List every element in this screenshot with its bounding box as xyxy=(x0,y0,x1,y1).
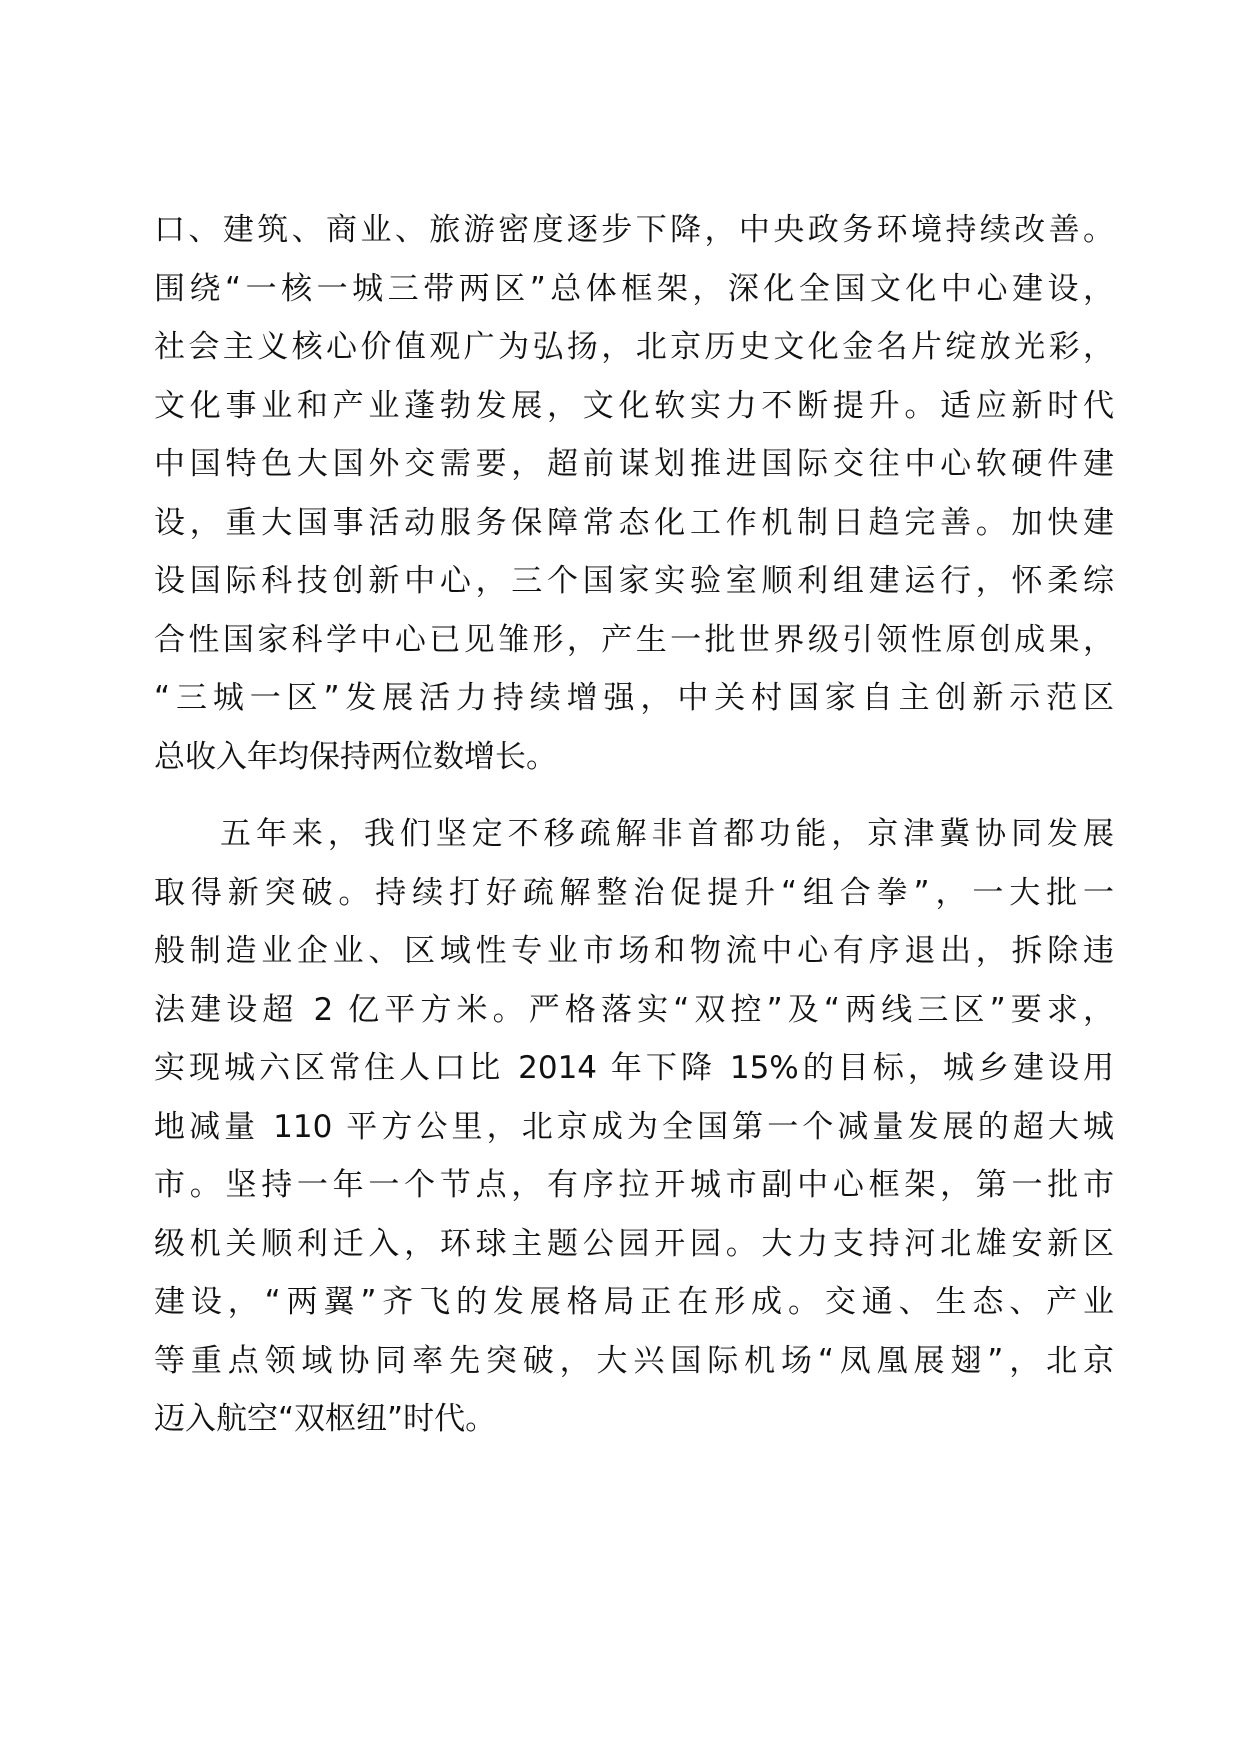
paragraph-line: 口、建筑、商业、旅游密度逐步下降，中央政务环境持续改善。 xyxy=(154,212,1114,248)
paragraph-2 xyxy=(154,805,1114,1449)
paragraph-line: 五年来，我们坚定不移疏解非首都功能，京津冀协同发展 xyxy=(220,816,1114,852)
paragraph-line: 级机关顺利迁入，环球主题公园开园。大力支持河北雄安新区 xyxy=(154,1225,1114,1262)
paragraph-line: 市。坚持一年一个节点，有序拉开城市副中心框架，第一批市 xyxy=(154,1167,1114,1203)
paragraph-line: 文化事业和产业蓬勃发展，文化软实力不断提升。适应新时代 xyxy=(154,387,1114,424)
paragraph-line: 取得新突破。持续打好疏解整治促提升“组合拳”，一大批一 xyxy=(154,874,1114,911)
paragraph-1 xyxy=(154,201,1114,786)
paragraph-line: “三城一区”发展活力持续增强，中关村国家自主创新示范区 xyxy=(154,680,1114,716)
paragraph-line: 建设，“两翼”齐飞的发展格局正在形成。交通、生态、产业 xyxy=(154,1284,1114,1320)
paragraph-line: 设，重大国事活动服务保障常态化工作机制日趋完善。加快建 xyxy=(154,504,1114,541)
paragraph-line: 中国特色大国外交需要，超前谋划推进国际交往中心软硬件建 xyxy=(154,446,1114,482)
paragraph-line: 迈入航空“双枢纽”时代。 xyxy=(154,1401,497,1437)
paragraph-line: 等重点领域协同率先突破，大兴国际机场“凤凰展翅”，北京 xyxy=(154,1342,1114,1379)
paragraph-line: 总收入年均保持两位数增长。 xyxy=(154,738,557,775)
paragraph-line: 围绕“一核一城三带两区”总体框架，深化全国文化中心建设， xyxy=(154,270,1114,307)
paragraph-line: 设国际科技创新中心，三个国家实验室顺利组建运行，怀柔综 xyxy=(154,563,1114,599)
paragraph-line: 合性国家科学中心已见雏形，产生一批世界级引领性原创成果， xyxy=(154,621,1114,658)
paragraph-line: 法建设超 2 亿平方米。严格落实“双控”及“两线三区”要求， xyxy=(154,991,1114,1028)
paragraph-line: 地减量 110 平方公里，北京成为全国第一个减量发展的超大城 xyxy=(154,1108,1114,1145)
paragraph-line: 般制造业企业、区域性专业市场和物流中心有序退出，拆除违 xyxy=(154,933,1114,969)
paragraph-line: 实现城六区常住人口比 2014 年下降 15%的目标，城乡建设用 xyxy=(154,1050,1114,1086)
paragraph-line: 社会主义核心价值观广为弘扬，北京历史文化金名片绽放光彩， xyxy=(154,329,1114,365)
